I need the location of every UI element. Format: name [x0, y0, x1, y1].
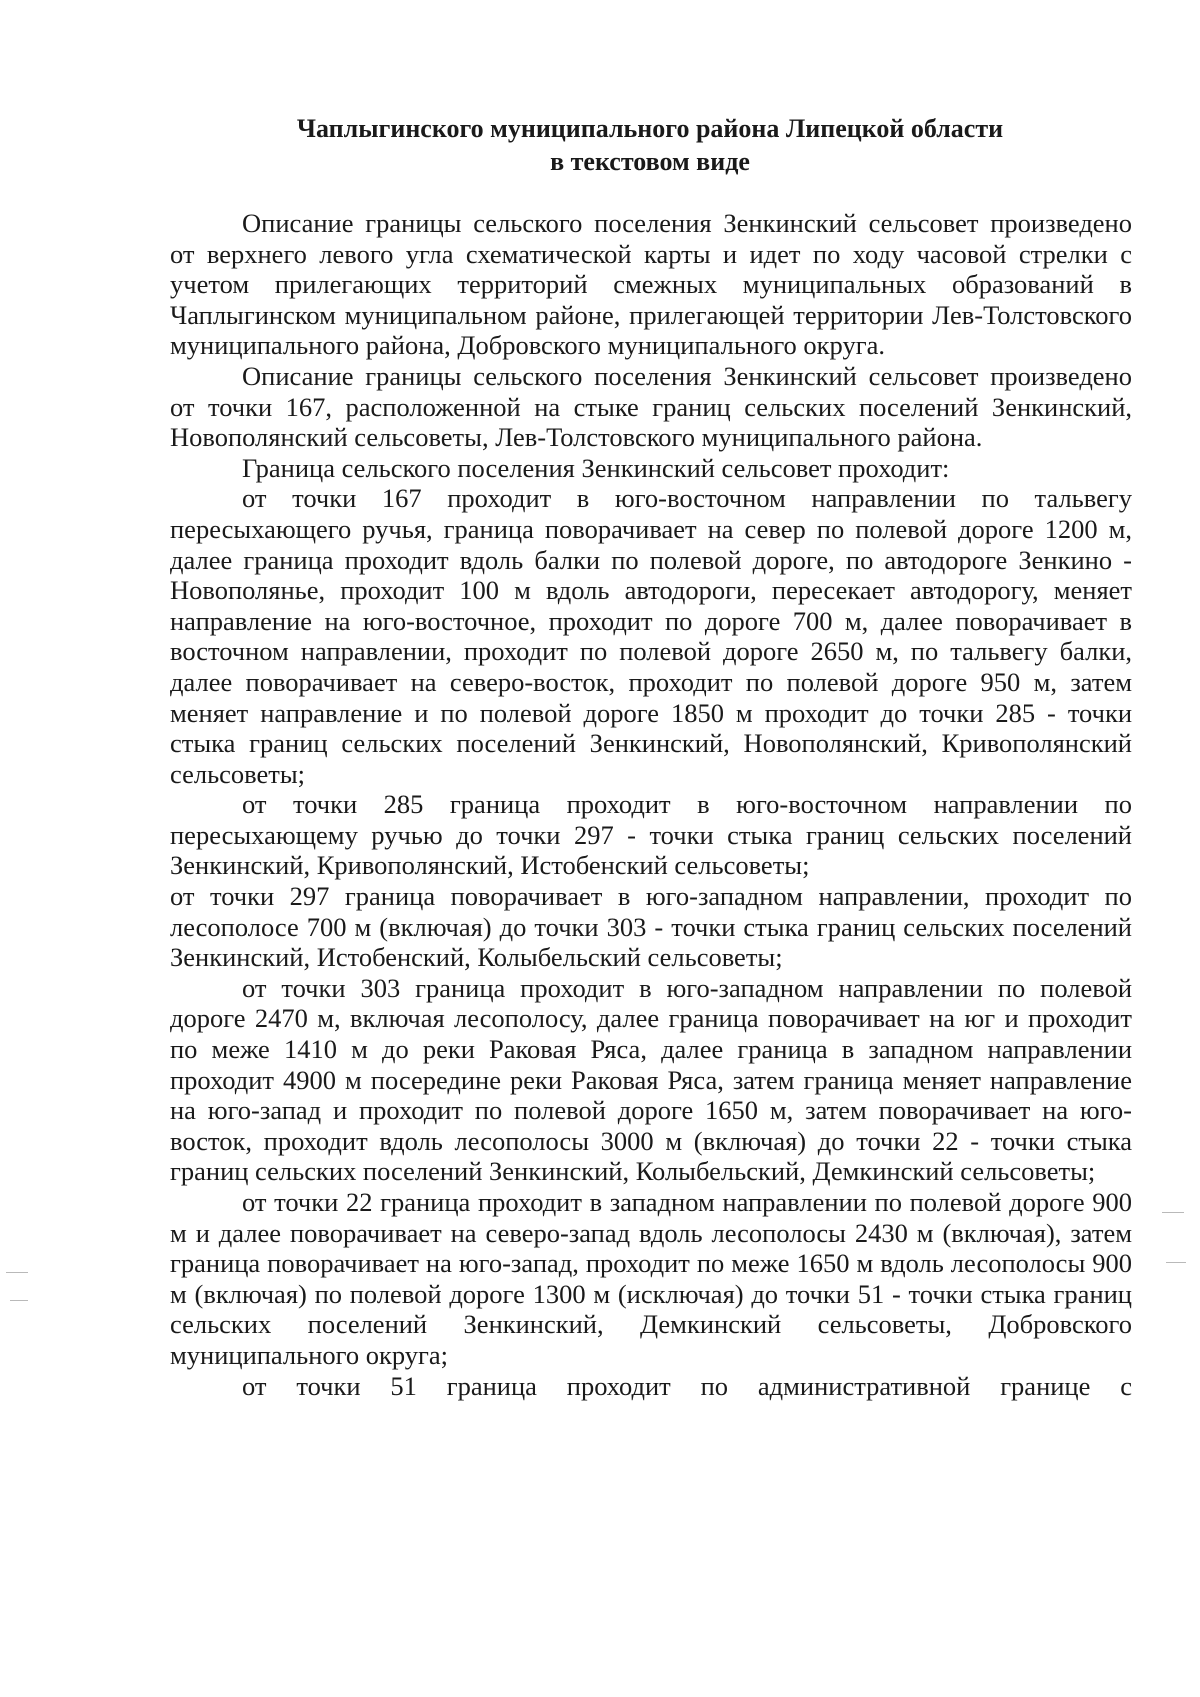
document-heading — [170, 112, 1130, 178]
paragraph-description-point-167: Описание границы сельского поселения Зенкинский сельсовет произведено от точки 167, расположенной на стыке границ сельских поселений Зенкинский, Новополянский сельсоветы, Лев-Толстовского муниципального района. — [170, 360, 1132, 453]
heading-line-2: в текстовом виде — [550, 147, 750, 176]
scan-artifact — [10, 1300, 28, 1301]
paragraph-segment-51: от точки 51 граница проходит по административной границе с — [242, 1370, 1132, 1401]
paragraph-segment-285-297: от точки 285 граница проходит в юго-восточном направлении по пересыхающему ручью до точки 297 - точки стыка границ сельских поселений Зенкинский, Кривополянский, Истобенский сельсоветы; — [170, 789, 1132, 881]
paragraph-segment-297-303: от точки 297 граница поворачивает в юго-западном направлении, проходит по лесополосе 700 м (включая) до точки 303 - точки стыка границ сельских поселений Зенкинский, Истобенский, Колыбельский сельсоветы; — [170, 881, 1132, 973]
scan-artifact — [1162, 1212, 1184, 1213]
paragraph-segment-167-285: от точки 167 проходит в юго-восточном направлении по тальвегу пересыхающего ручья, граница поворачивает на север по полевой дороге 1200 м, далее граница проходит вдоль балки по полевой дороге, по автодороге Зенкино - Новополянье, проходит 100 м вдоль автодороги, пересекает автодорогу, меняет направление на юго-восточное, проходит по дороге 700 м, далее поворачивает в восточном направлении, проходит по полевой дороге 2650 м, по тальвегу балки, далее поворачивает на северо-восток, проходит по полевой дороге 950 м, затем меняет направление и по полевой дороге 1850 м проходит до точки 285 - точки стыка границ сельских поселений Зенкинский, Новополянский, Кривополянский сельсоветы; — [170, 483, 1132, 789]
paragraph-boundary-intro: Граница сельского поселения Зенкинский сельсовет проходит: — [242, 452, 950, 483]
scan-artifact — [6, 1272, 28, 1273]
scan-artifact — [1166, 1262, 1186, 1263]
heading-line-1: Чаплыгинского муниципального района Липецкой области — [296, 114, 1004, 143]
paragraph-segment-303-22: от точки 303 граница проходит в юго-западном направлении по полевой дороге 2470 м, включая лесополосу, далее граница поворачивает на юг и проходит по меже 1410 м до реки Раковая Ряса, далее граница в западном направлении проходит 4900 м посередине реки Раковая Ряса, затем граница меняет направление на юго-запад и проходит по полевой дороге 1650 м, затем поворачивает на юго-восток, проходит вдоль лесополосы 3000 м (включая) до точки 22 - точки стыка границ сельских поселений Зенкинский, Колыбельский, Демкинский сельсоветы; — [170, 972, 1132, 1187]
paragraph-segment-22-51: от точки 22 граница проходит в западном направлении по полевой дороге 900 м и далее поворачивает на северо-запад вдоль лесополосы 2430 м (включая), затем граница поворачивает на юго-запад, проходит по меже 1650 м вдоль лесополосы 900 м (включая) по полевой дороге 1300 м (исключая) до точки 51 - точки стыка границ сельских поселений Зенкинский, Демкинский сельсоветы, Добровского муниципального округа; — [170, 1187, 1132, 1370]
document-body — [170, 208, 1132, 1401]
paragraph-description-start: Описание границы сельского поселения Зенкинский сельсовет произведено от верхнего левого угла схематической карты и идет по ходу часовой стрелки с учетом прилегающих территорий смежных муниципальных образований в Чаплыгинском муниципальном районе, прилегающей территории Лев-Толстовского муниципального района, Добровского муниципального округа. — [170, 208, 1132, 361]
